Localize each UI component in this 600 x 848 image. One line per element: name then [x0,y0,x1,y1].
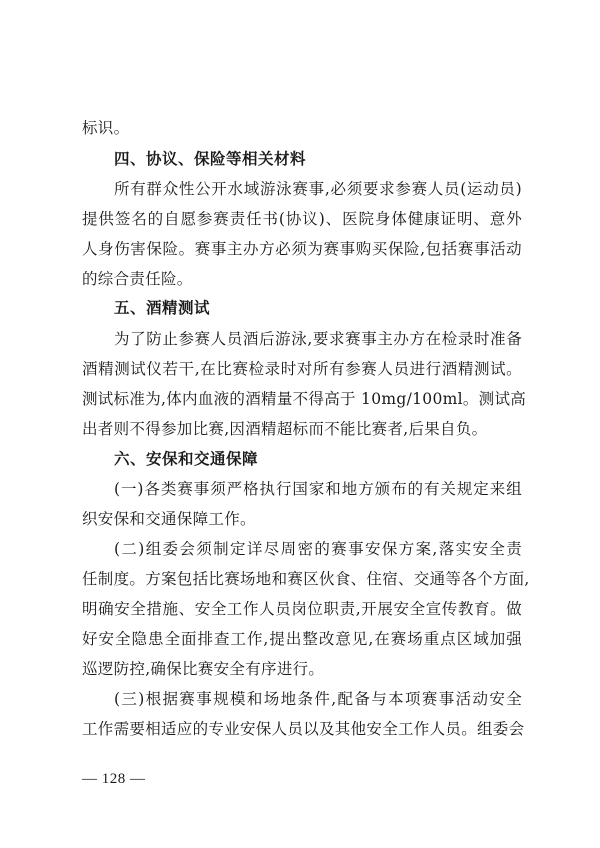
section-heading-security-traffic: 六、安保和交通保障 [114,450,259,468]
paragraph-line: 织安保和交通保障工作。 [82,510,256,528]
paragraph-line: 酒精测试仪若干,在比赛检录时对所有参赛人员进行酒精测试。 [82,360,522,378]
paragraph-line: 所有群众性公开水域游泳赛事,必须要求参赛人员(运动员) [114,180,522,198]
paragraph-line: 明确安全措施、安全工作人员岗位职责,开展安全宣传教育。做 [82,600,522,618]
paragraph-line: 好安全隐患全面排查工作,提出整改意见,在赛场重点区域加强 [82,630,522,648]
paragraph-line: 工作需要相适应的专业安保人员以及其他安全工作人员。组委会 [82,720,525,738]
paragraph-line: 出者则不得参加比赛,因酒精超标而不能比赛者,后果自负。 [82,420,488,438]
section-heading-alcohol-test: 五、酒精测试 [114,299,211,317]
paragraph-line: (三)根据赛事规模和场地条件,配备与本项赛事活动安全 [114,690,522,708]
paragraph-line: (二)组委会须制定详尽周密的赛事安保方案,落实安全责 [114,540,522,558]
paragraph-line: 提供签名的自愿参赛责任书(协议)、医院身体健康证明、意外 [82,210,522,228]
paragraph-line: 测试标准为,体内血液的酒精量不得高于 10mg/100ml。测试高 [82,390,527,408]
paragraph-line: 为了防止参赛人员酒后游泳,要求赛事主办方在检录时准备 [114,330,522,348]
paragraph-line: 巡逻防控,确保比赛安全有序进行。 [82,660,325,678]
page-number: — 128 — [82,771,146,787]
paragraph-line: 任制度。方案包括比赛场地和赛区伙食、住宿、交通等各个方面, [82,570,530,588]
paragraph-line: (一)各类赛事须严格执行国家和地方颁布的有关规定来组 [114,480,522,498]
paragraph-line: 标识。 [82,119,130,137]
section-heading-agreements-insurance: 四、协议、保险等相关材料 [114,150,307,168]
paragraph-line: 的综合责任险。 [82,270,193,288]
paragraph-line: 人身伤害保险。赛事主办方必须为赛事购买保险,包括赛事活动 [82,240,522,258]
